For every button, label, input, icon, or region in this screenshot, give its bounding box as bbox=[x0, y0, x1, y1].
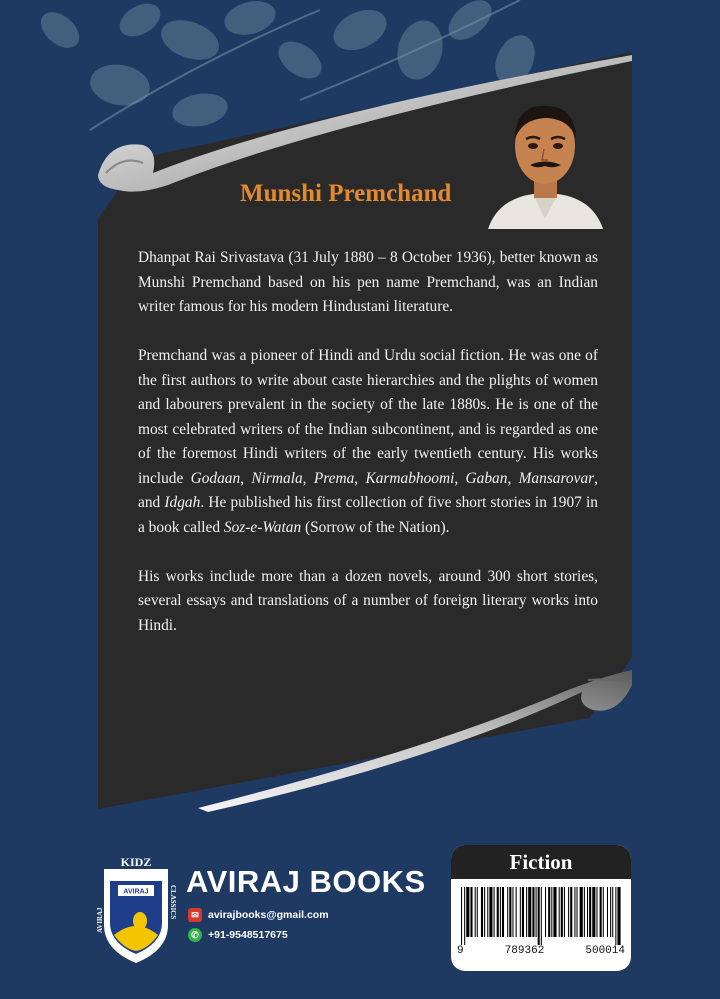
logo-right-text: CLASSICS bbox=[169, 885, 177, 920]
bio-paragraph-3: His works include more than a dozen novels, around 300 short stories, several essays and translations of a number of foreign literary works into Hindi. bbox=[138, 567, 598, 634]
barcode-icon bbox=[459, 887, 623, 945]
isbn-number: 9 789362 500014 bbox=[457, 945, 625, 957]
logo-top-text: KIDZ bbox=[120, 855, 152, 869]
whatsapp-icon: ✆ bbox=[188, 928, 202, 942]
page-curl-bottom bbox=[98, 640, 632, 815]
publisher-name: AVIRAJ BOOKS bbox=[186, 864, 426, 899]
publisher-phone[interactable] bbox=[188, 928, 288, 942]
email-text: avirajbooks@gmail.com bbox=[208, 909, 329, 921]
logo-badge-text: AVIRAJ bbox=[123, 888, 149, 896]
genre-label: Fiction bbox=[451, 845, 631, 879]
mail-icon: ✉ bbox=[188, 908, 202, 922]
publisher-email[interactable] bbox=[188, 908, 329, 922]
publisher-logo bbox=[96, 855, 176, 965]
phone-text: +91-9548517675 bbox=[208, 929, 288, 941]
logo-left-text: AVIRAJ bbox=[96, 907, 104, 933]
bio-paragraph-1: Dhanpat Rai Srivastava (31 July 1880 – 8 October 1936), better known as Munshi Premchand based on his pen name Premchand, was an Indian writer famous for his modern Hindustani literature. bbox=[138, 249, 598, 315]
barcode-block bbox=[451, 845, 631, 971]
author-name: Munshi Premchand bbox=[240, 180, 452, 207]
author-portrait bbox=[478, 94, 613, 229]
bio-paragraph-2: Premchand was a pioneer of Hindi and Urdu social fiction. He was one of the first authors to write about caste hierarchies and the plights of women and labourers prevalent in the society of the late 1880s. He is one of the most celebrated writers of the Indian subcontinent, and is regarded as one of the foremost Hindi writers of the early twentieth century. His works include Godaan, Nirmala, Prema, Karmabhoomi, Gaban, Mansarovar, and Idgah. He published his first collection of five short stories in 1907 in a book called Soz-e-Watan (Sorrow of the Nation). bbox=[138, 347, 598, 536]
bio-text bbox=[138, 246, 598, 663]
